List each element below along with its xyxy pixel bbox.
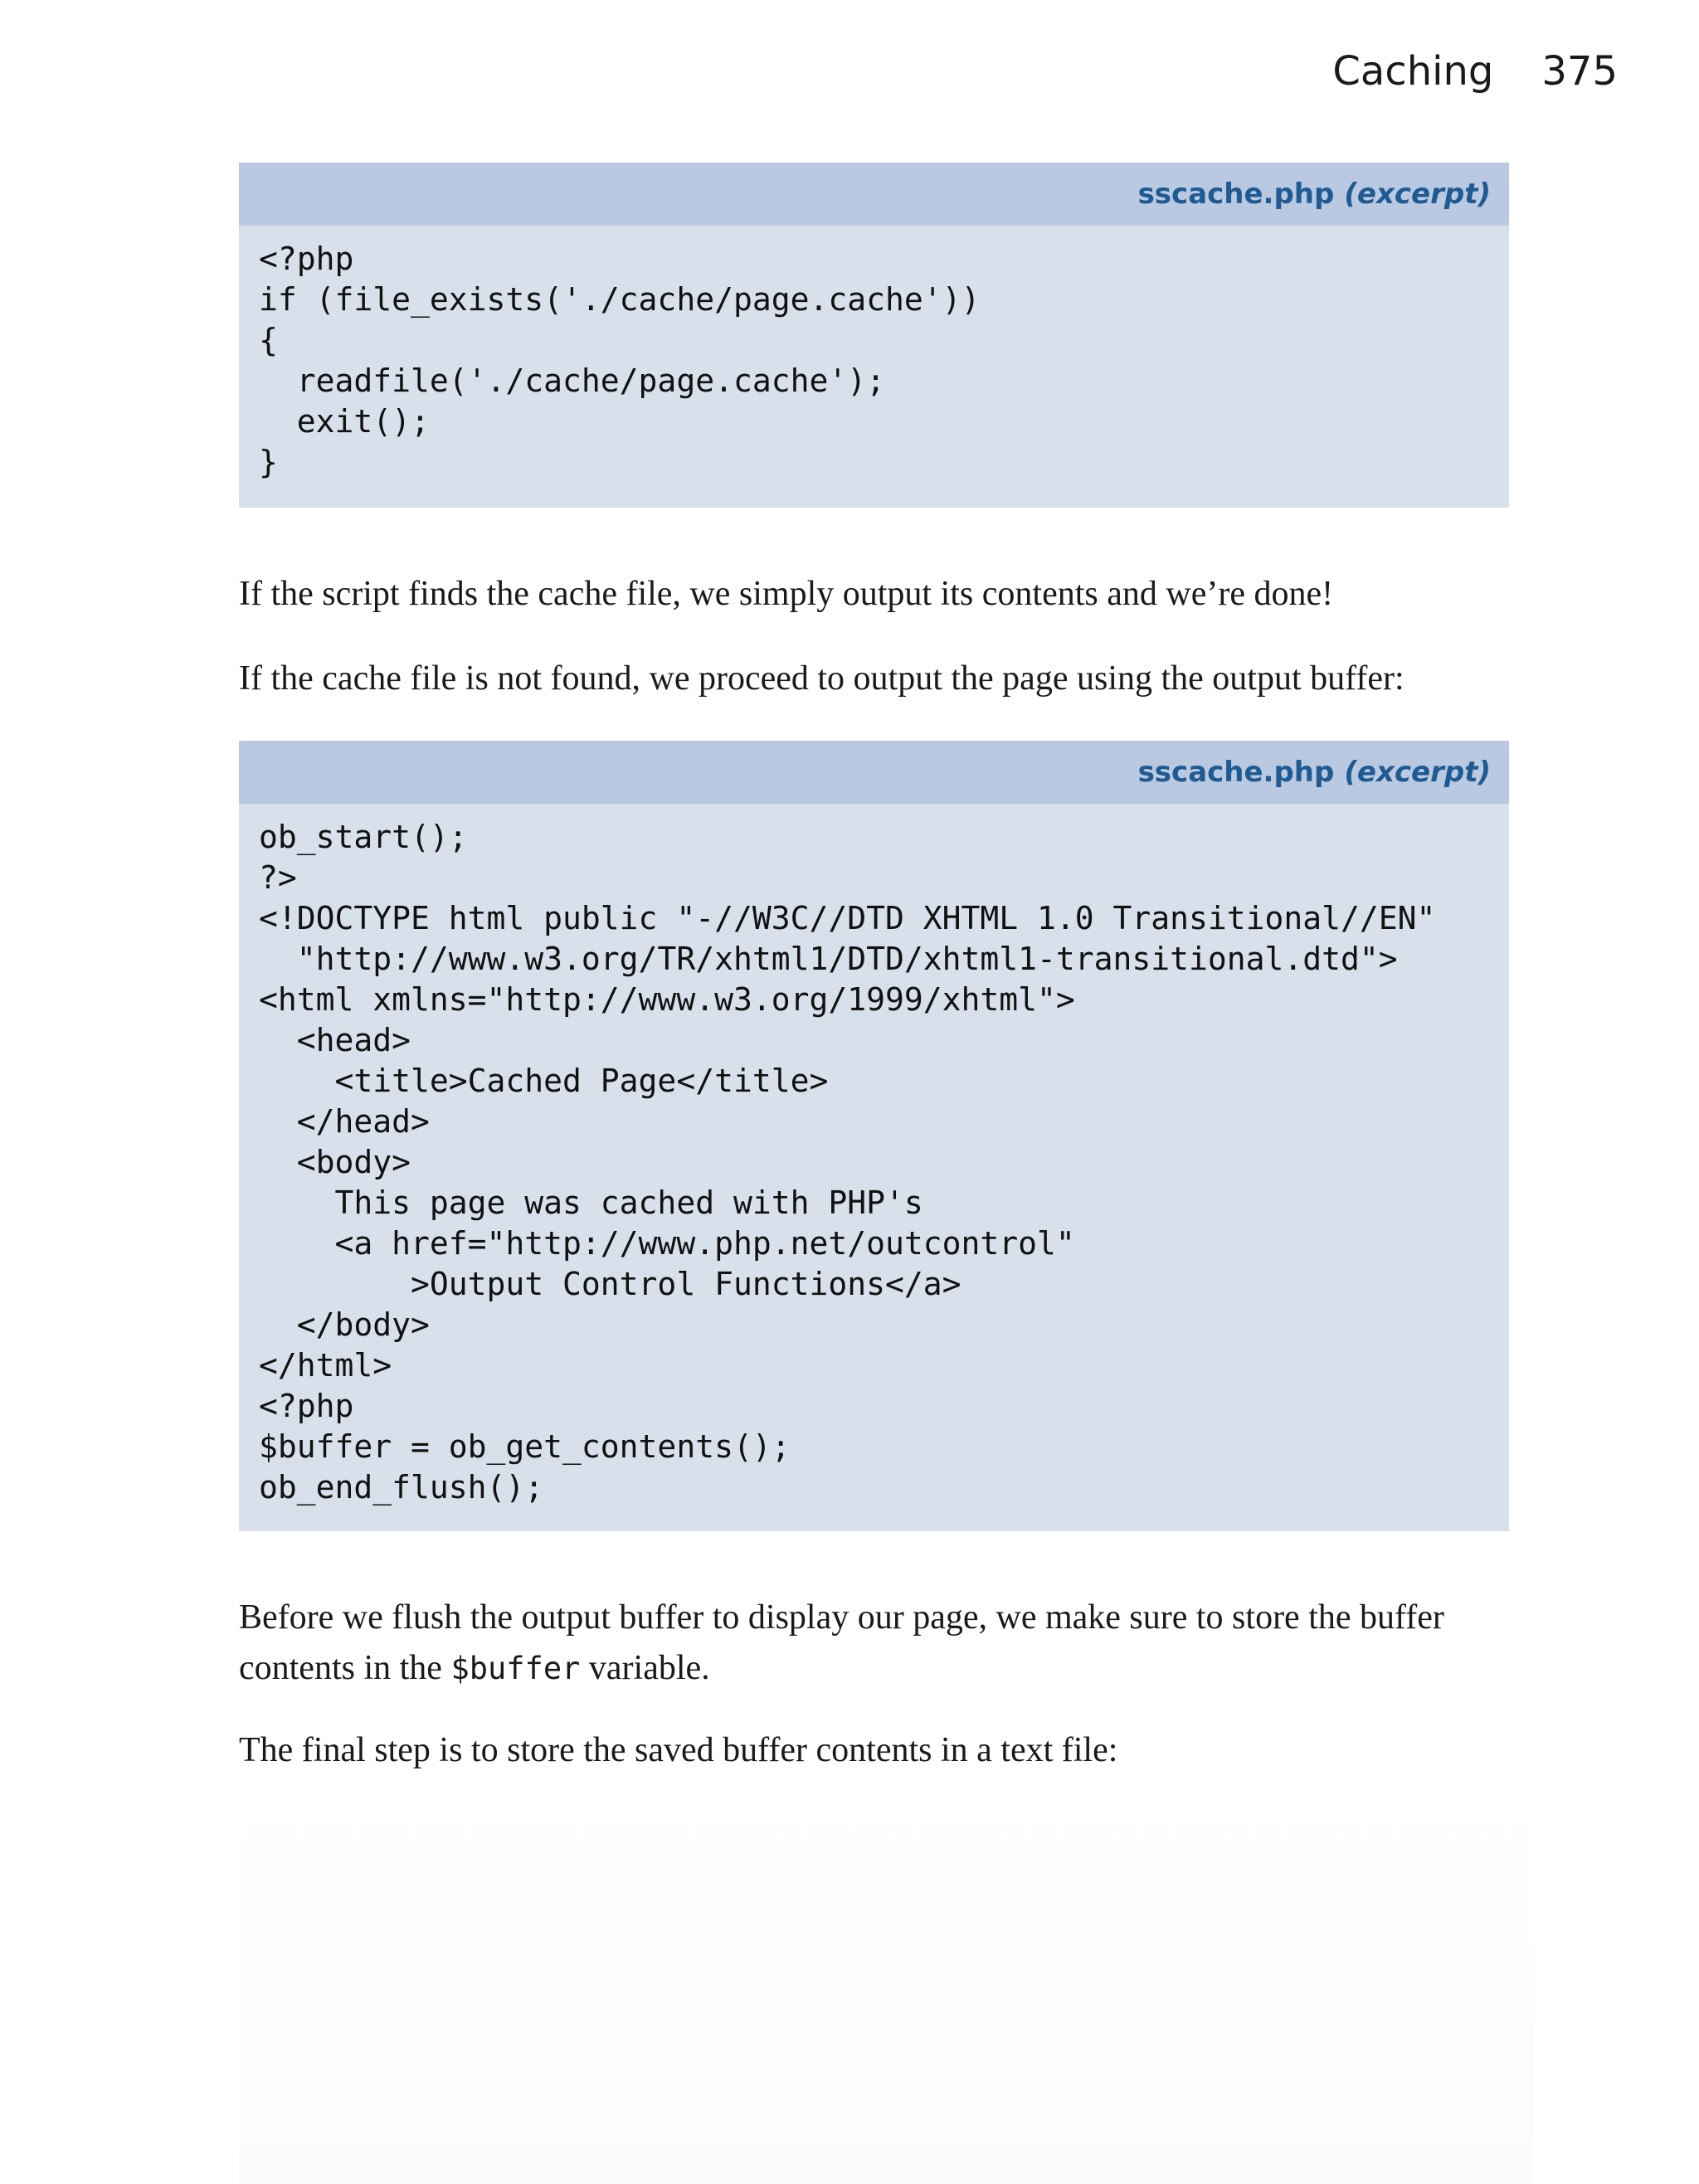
listing-header (239, 741, 1509, 804)
code-listing-1 (239, 163, 1509, 508)
paragraph-text: variable. (580, 1649, 710, 1687)
page-background (239, 1792, 1533, 2184)
paragraph (239, 1593, 1533, 1694)
paragraph-text: Before we flush the output buffer to display our page, we make sure to store the buffer contents in the (239, 1598, 1444, 1687)
code-block: <?php if (file_exists('./cache/page.cache')) { readfile('./cache/page.cache'); exit(); } (259, 241, 981, 480)
listing-filename: sscache.php (1137, 756, 1335, 789)
running-head-section: Caching (1332, 48, 1494, 95)
listing-excerpt-label: (excerpt) (1344, 178, 1491, 211)
code-block: ob_start(); ?> <!DOCTYPE html public "-//W3C//DTD XHTML 1.0 Transitional//EN" "http://www.w3.org/TR/xhtml1/DTD/xhtml1-transitional.dtd"> <html xmlns="http://www.w3.org/1999/xhtml"> <head> <title>Cached Page</title> </head> <body> This page was cached with PHP's <a href="http://www.php.net/outcontrol" >Output Control Functions</a> </body> </html> <?php $buffer = ob_get_contents(); ob_end_flush(); (259, 819, 1436, 1505)
page-number: 375 (1541, 48, 1618, 95)
paragraph: If the script finds the cache file, we simply output its contents and we’re done! (239, 575, 1334, 613)
listing-filename: sscache.php (1137, 178, 1335, 211)
inline-code: $buffer (450, 1651, 581, 1686)
paragraph: The final step is to store the saved buffer contents in a text file: (239, 1731, 1118, 1769)
code-listing-2 (239, 741, 1509, 1531)
listing-header (239, 163, 1509, 226)
running-head (1332, 48, 1618, 95)
paragraph: If the cache file is not found, we proceed to output the page using the output buffer: (239, 659, 1404, 698)
listing-excerpt-label: (excerpt) (1344, 756, 1491, 789)
